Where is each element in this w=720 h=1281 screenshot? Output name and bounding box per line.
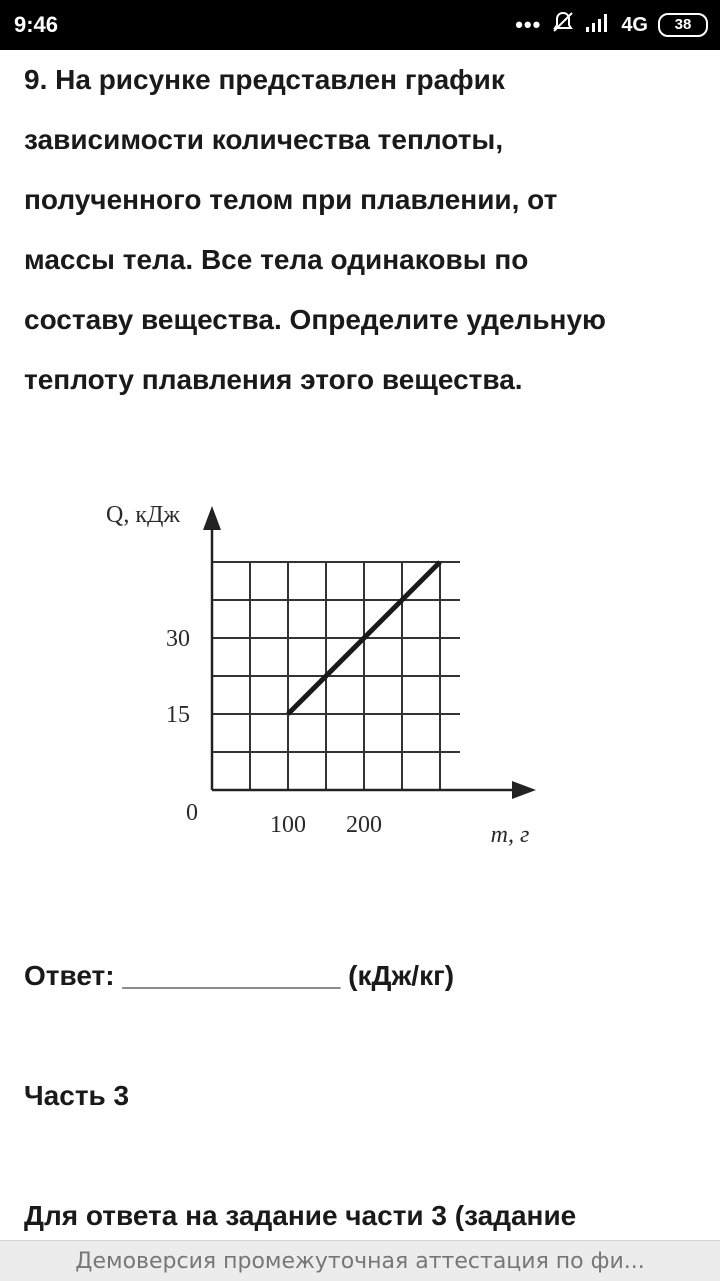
network-type: 4G: [621, 13, 648, 36]
instruction-text: Для ответа на задание части 3 (задание: [24, 1200, 577, 1231]
question-line: составу вещества. Определите удельную: [24, 304, 606, 335]
y-axis-arrow-icon: [203, 506, 221, 530]
notification-dots: •••: [515, 12, 542, 37]
document-title: Демоверсия промежуточная аттестация по фи...: [75, 1248, 645, 1274]
question-line: полученного телом при плавлении, от: [24, 184, 558, 215]
question-line: массы тела. Все тела одинаковы по: [24, 244, 529, 275]
alarm-off-icon: [551, 10, 575, 40]
signal-icon: [585, 11, 611, 39]
question-block: [24, 50, 696, 410]
question-line: теплоту плавления этого вещества.: [24, 364, 523, 395]
origin-label: 0: [186, 800, 198, 826]
answer-blank: ______________: [122, 960, 341, 991]
part-heading: Часть 3: [24, 1080, 130, 1111]
chart-figure: [40, 470, 600, 870]
answer-line: [24, 960, 454, 992]
chart: [40, 470, 600, 870]
y-tick-label: 15: [166, 702, 190, 728]
y-tick-label: 30: [166, 626, 190, 652]
question-line: 9. На рисунке представлен график: [24, 64, 505, 95]
status-icons: [515, 12, 708, 38]
battery-icon: 38: [658, 13, 708, 37]
question-line: зависимости количества теплоты,: [24, 124, 504, 155]
y-axis-label: Q, кДж: [106, 502, 180, 528]
x-axis-arrow-icon: [512, 781, 536, 799]
x-tick-label: 100: [270, 812, 306, 838]
status-time: 9:46: [14, 12, 59, 37]
x-tick-label: 200: [346, 812, 382, 838]
answer-label: Ответ:: [24, 960, 115, 991]
bottom-bar[interactable]: [0, 1240, 720, 1281]
answer-unit: (кДж/кг): [348, 960, 455, 991]
status-bar: [0, 0, 720, 50]
x-axis-label: m, г: [490, 822, 530, 848]
